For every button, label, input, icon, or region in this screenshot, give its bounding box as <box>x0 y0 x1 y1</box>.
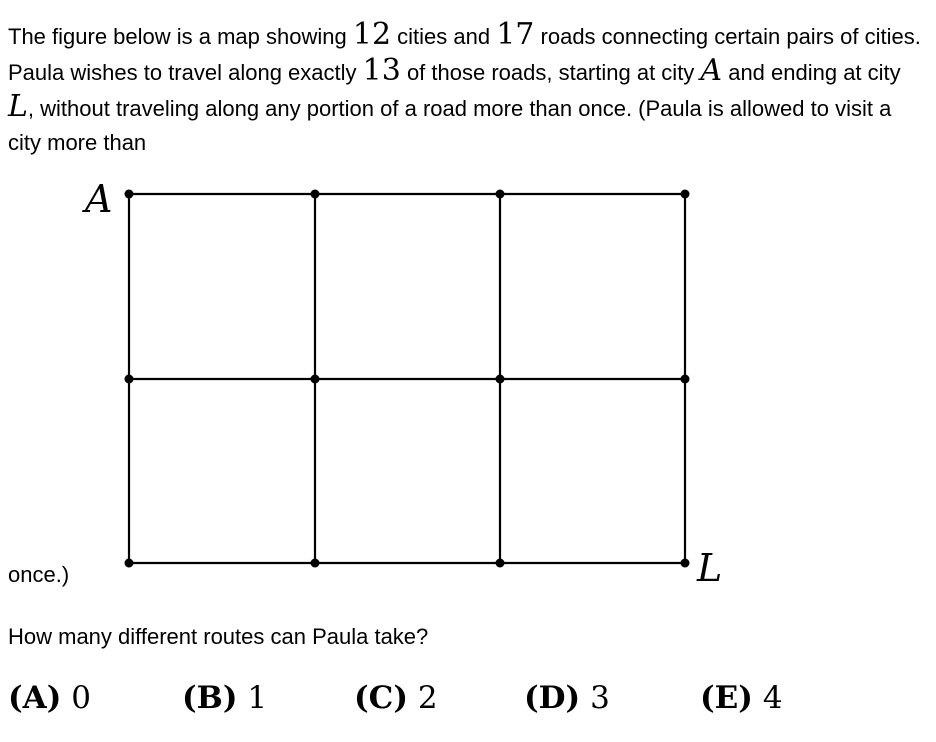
label-city-a: A <box>85 177 113 221</box>
choice-d[interactable] <box>524 680 610 716</box>
problem-text-1: The figure below is a map showing <box>8 24 353 49</box>
problem-text-6: , without traveling along any portion of a road more than once. (Paula is allowed to visit a city more than <box>8 96 892 155</box>
choice-a-value: 0 <box>71 680 91 716</box>
city-node-2-1 <box>311 559 320 568</box>
choice-c-label: (C) <box>354 680 409 716</box>
choice-d-value: 3 <box>590 680 610 716</box>
city-node-1-3 <box>681 375 690 384</box>
choice-e-value: 4 <box>762 680 783 716</box>
choice-b-label: (B) <box>182 680 238 716</box>
city-node-0-3 <box>681 190 690 199</box>
city-node-1-2 <box>496 375 505 384</box>
choice-b-value: 1 <box>247 680 268 716</box>
choice-a[interactable] <box>8 680 91 716</box>
city-node-2-2 <box>496 559 505 568</box>
start-city: A <box>700 53 723 88</box>
choice-e-label: (E) <box>700 680 753 716</box>
answer-choices <box>8 680 928 724</box>
city-node-0-0 <box>125 190 134 199</box>
city-node-1-1 <box>311 375 320 384</box>
label-city-l: L <box>697 546 723 590</box>
num-cities: 12 <box>352 17 392 52</box>
num-roads: 17 <box>496 17 535 52</box>
roads <box>129 194 685 563</box>
city-node-0-2 <box>496 190 505 199</box>
choice-e[interactable] <box>700 680 783 716</box>
city-node-2-0 <box>125 559 134 568</box>
city-node-2-3 <box>681 559 690 568</box>
choice-b[interactable] <box>182 680 267 716</box>
city-node-0-1 <box>311 190 320 199</box>
choice-a-label: (A) <box>8 680 62 716</box>
city-node-1-0 <box>125 375 134 384</box>
choice-c-value: 2 <box>417 680 438 716</box>
problem-text-5: and ending at city <box>722 60 901 85</box>
num-travel: 13 <box>362 53 401 88</box>
choice-d-label: (D) <box>524 680 581 716</box>
choice-c[interactable] <box>354 680 438 716</box>
question-text: How many different routes can Paula take? <box>8 624 429 649</box>
problem-text-4: of those roads, starting at city <box>400 60 701 85</box>
end-city: L <box>8 89 28 124</box>
problem-text-continued: once.) <box>8 562 70 587</box>
problem-text-3: roads connecting certain pairs of cities. Paula wishes to travel along exactly <box>8 24 921 85</box>
problem-text-2: cities and <box>391 24 497 49</box>
